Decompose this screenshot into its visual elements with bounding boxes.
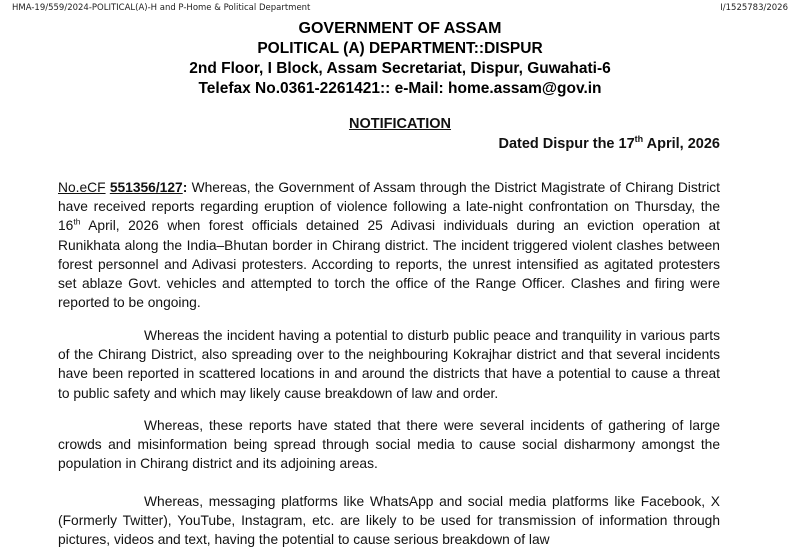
file-reference: HMA-19/559/2024-POLITICAL(A)-H and P-Home & Political Department: [12, 3, 311, 13]
contact-line: Telefax No.0361-2261421:: e-Mail: home.assam@gov.in: [198, 80, 602, 97]
notification-heading: NOTIFICATION: [348, 116, 452, 132]
paragraph-3: Whereas, these reports have stated that there were several incidents of gathering of large crowds and misinformation being spread through social media to cause social disharmony amongst the population in Chirang district and its adjoining areas.: [58, 418, 720, 472]
dated-line: [498, 136, 720, 152]
office-address: 2nd Floor, I Block, Assam Secretariat, Dispur, Guwahati-6: [189, 60, 611, 77]
department-name: POLITICAL (A) DEPARTMENT::DISPUR: [257, 40, 543, 57]
paragraph-4: Whereas, messaging platforms like WhatsApp and social media platforms like Facebook, X (Formerly Twitter), YouTube, Instagram, etc. are likely to be used for transmission of information through pictures, videos and text, having the potential to cause serious breakdown of law: [58, 494, 720, 548]
paragraph-1: [58, 178, 720, 312]
ref-prefix: No.eCF: [58, 180, 106, 195]
paragraph-2: Whereas the incident having a potential to disturb public peace and tranquility in various parts of the Chirang District, also spreading over to the neighbouring Kokrajhar district and that several incidents have been reported in scattered locations in and around the districts that have a potential to cause a threat to public safety and which may likely cause breakdown of law and order.: [58, 328, 720, 401]
government-title: GOVERNMENT OF ASSAM: [298, 20, 502, 37]
document-reference-line: [12, 3, 788, 15]
paragraph-1-text-a: Whereas, the Government of Assam through the District Magistrate of Chirang District have received reports regarding eruption of violence following a late-night confrontation on Thursday, the 16: [58, 180, 720, 234]
paragraph-1-text-b: April, 2026 when forest officials detained 25 Adivasi individuals during an eviction operation at Runikhata along the India–Bhutan border in Chirang district. The incident triggered violent clashes between forest personnel and Adivasi protesters. According to reports, the unrest intensified as agitated protesters set ablaze Govt. vehicles and attempted to torch the office of the Range Officer. Clashes and firing were reported to be ongoing.: [58, 218, 720, 311]
dated-prefix: Dated Dispur the 17: [498, 136, 635, 152]
dated-superscript: th: [634, 134, 644, 145]
ref-number: 551356/127: [109, 180, 183, 195]
document-id: I/1525783/2026: [720, 3, 788, 13]
paragraph-1-superscript: th: [73, 216, 81, 227]
dated-suffix: April, 2026: [643, 136, 720, 152]
ref-colon: :: [182, 180, 188, 195]
